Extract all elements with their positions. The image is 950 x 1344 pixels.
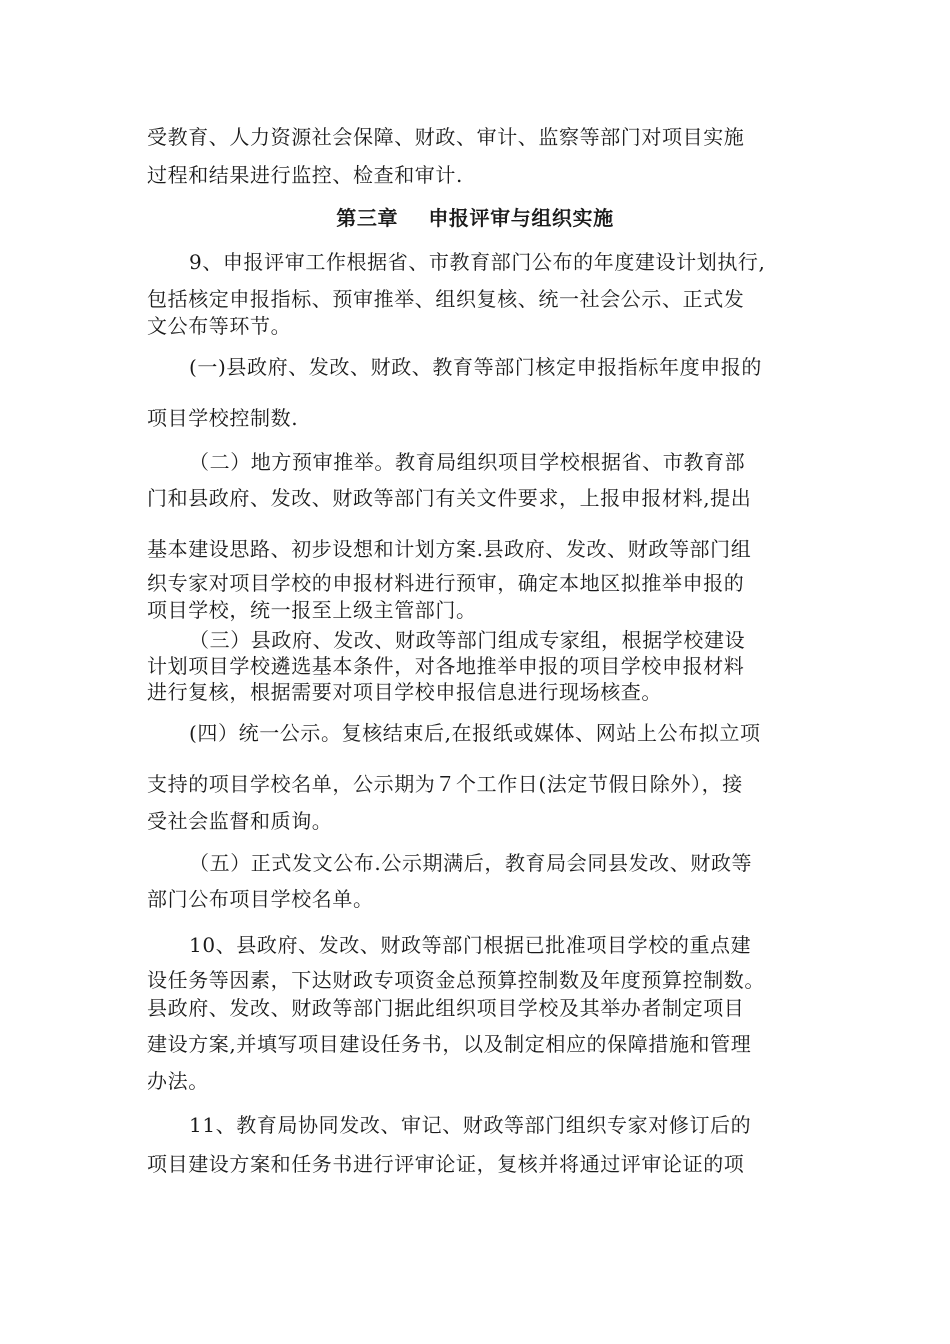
text-line: 文公布等环节。 (147, 314, 292, 338)
text-line: 基本建设思路、初步设想和计划方案.县政府、发改、财政等部门组 (147, 537, 752, 561)
text-line: 包括核定申报指标、预审推举、组织复核、统一社会公示、正式发 (147, 287, 745, 311)
text-line: 办法。 (147, 1069, 209, 1093)
text-line: 建设方案,并填写项目建设任务书，以及制定相应的保障措施和管理 (147, 1032, 752, 1056)
text-line: 受教育、人力资源社会保障、财政、审计、监察等部门对项目实施 (147, 125, 745, 149)
text-line: （五）正式发文公布.公示期满后，教育局会同县发改、财政等 (189, 851, 753, 875)
text-line: 县政府、发改、财政等部门据此组织项目学校及其举办者制定项目 (147, 996, 745, 1020)
text-line: 计划项目学校遴选基本条件，对各地推举申报的项目学校申报材料 (147, 654, 745, 678)
text-line: (四）统一公示。复核结束后,在报纸或媒体、网站上公布拟立项 (189, 721, 761, 745)
text-line: 11、教育局协同发改、审记、财政等部门组织专家对修订后的 (189, 1113, 752, 1137)
text-line: 进行复核，根据需要对项目学校申报信息进行现场核查。 (147, 680, 662, 704)
text-line: 设任务等因素，下达财政专项资金总预算控制数及年度预算控制数。 (147, 968, 765, 992)
text-line: 10、县政府、发改、财政等部门根据已批准项目学校的重点建 (189, 933, 752, 957)
text-line: 门和县政府、发改、财政等部门有关文件要求，上报申报材料,提出 (147, 486, 752, 510)
text-line: 支持的项目学校名单，公示期为７个工作日(法定节假日除外），接 (147, 772, 743, 796)
text-line: 项目学校，统一报至上级主管部门。 (147, 598, 477, 622)
text-line: 过程和结果进行监控、检查和审计. (147, 163, 463, 187)
chapter-heading: 第三章 申报评审与组织实施 (336, 206, 614, 230)
text-line: 项目学校控制数. (147, 406, 299, 430)
text-line: （三）县政府、发改、财政等部门组成专家组，根据学校建设 (189, 628, 746, 652)
text-line: 受社会监督和质询。 (147, 809, 333, 833)
text-line: 项目建设方案和任务书进行评审论证，复核并将通过评审论证的项 (147, 1152, 745, 1176)
text-line: (一)县政府、发改、财政、教育等部门核定申报指标年度申报的 (189, 355, 763, 379)
text-line: 部门公布项目学校名单。 (147, 887, 374, 911)
text-line: （二）地方预审推举。教育局组织项目学校根据省、市教育部 (189, 450, 746, 474)
text-line: 织专家对项目学校的申报材料进行预审，确定本地区拟推举申报的 (147, 571, 745, 595)
text-line: 9、申报评审工作根据省、市教育部门公布的年度建设计划执行, (189, 250, 766, 274)
